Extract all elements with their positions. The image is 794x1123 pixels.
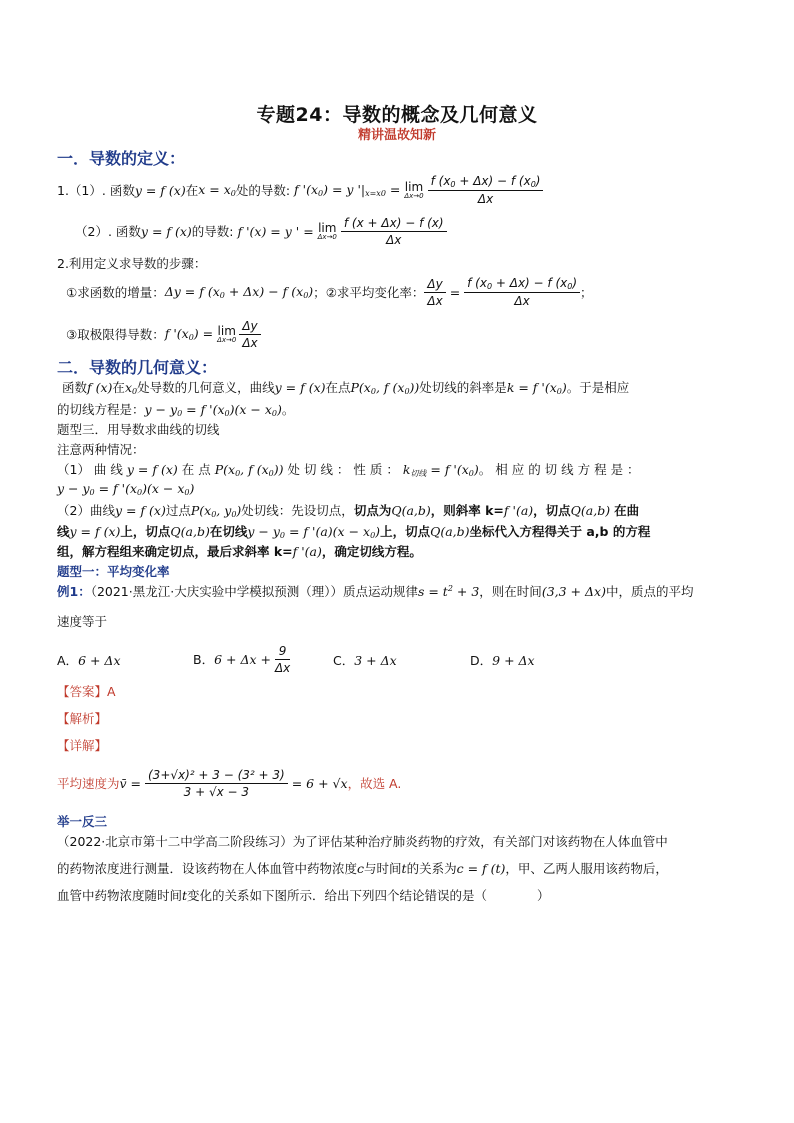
text: 在曲 [614,503,640,518]
section1-heading: 一．导数的定义： [57,149,186,168]
text: 处 切 线 ： 性 质 ： [287,462,399,477]
two-cases: 注意两种情况： [57,442,145,457]
text: ，切点 [533,503,571,518]
text: 处导数的几何意义，曲线 [137,380,275,395]
case1-line2: $y - y_0 = f$ '$(x_0)(x - x_0)$ [57,481,195,497]
geometric-meaning-line2: 的切线方程是：$y - y_0 = f$ '$(x_0)(x - x_0)$。 [57,402,295,418]
steps-line: ①求函数的增量： Δy = f $(x_0 + \Delta x) - f$ $(x_0)$ ； ②求平均变化率： $\frac{\Delta y}{\Delta x}$ = $\frac{f (x_0 + \Delta x) - f (x_0)}{\Delta x}$ ； [66,276,593,308]
step3-label: ③取极限得导数： [66,327,165,342]
text: 组，解方程组来确定切点，最后求斜率 k= [57,544,293,559]
text: 处切线的斜率是 [419,380,507,395]
definition-2: （2）. 函数 y = f (x) 的导数: f '(x) = y ' = lim Δx→0 $\frac{f (x + \Delta x) - f (x)}{\Delta x}$ [75,211,447,251]
practice-line2: 的药物浓度进行测量．设该药物在人体血管中药物浓度c与时间t的关系为c = f (t)，甲、乙两人服用该药物后， [57,861,668,876]
definition-1: 1.（1）. 函数 y = f (x) 在 $x = x_0$ 处的导数: f '$(x_0) = y$ '$|_{x=x0}$ = lim Δx→0 $\frac{f (x_0 + \Delta x) - f (x_0)}{\Delta x}$ [57,170,543,210]
practice-line3: 血管中药物浓度随时间t变化的关系如下图所示．给出下列四个结论错误的是（ ） [57,888,550,903]
option-a: A． 6 + Δx [57,652,121,668]
option-label: D． [470,653,493,668]
analysis-label: 【解析】 [57,711,108,726]
text: 函数 [62,380,88,395]
text: 的药物浓度进行测量．设该药物在人体血管中药物浓度 [57,861,358,876]
option-label: C． [333,653,355,668]
text: 。 相 应 的 切 线 方 程 是 ： [478,462,640,477]
def2-mid: 的导数: [191,224,234,239]
text: 线 [57,524,70,539]
case2-line1: （2）曲线y = f (x)过点$P(x_0$, $y_0$)处切线：先设切点，切点为Q(a,b)，则斜率 k=f '(a)，切点Q(a,b) 在曲 [57,503,640,519]
detail-label: 【详解】 [57,738,108,753]
steps-title: 2.利用定义求导数的步骤： [57,256,207,271]
geometric-meaning-line1: 函数f (x)在$x_0$处导数的几何意义，曲线y = f (x)在点$P(x_0$, f $(x_0)$)处切线的斜率是k = f '$(x_0)$。于是相应 [62,380,630,396]
type1-heading: 题型一：平均变化率 [57,564,170,579]
practice-heading: 举一反三 [57,814,108,829]
text: ，甲、乙两人服用该药物后， [505,861,668,876]
page-subtitle: 精讲温故知新 [357,128,436,143]
solution-line: 平均速度为 v̄ = $\frac{\text{(3+√x)² + 3 − (3² + 3)}}{3 + √x - 3}$ = 6 + √x ，故选 A. [57,767,402,799]
def1-prefix: 1.（1）. 函数 [57,183,135,198]
option-d: D． 9 + Δx [470,652,535,668]
example1-line2: 速度等于 [57,614,108,629]
text: 上，切点 [380,524,431,539]
section2-heading: 二．导数的几何意义： [57,358,218,377]
text: 的关系为 [406,861,457,876]
option-label: B． [193,652,215,667]
text: 。于是相应 [566,380,630,395]
answer-line [57,682,116,700]
def1-mid2: 处的导数: [235,183,291,198]
text: （1） 曲 线 [57,462,123,477]
text: 中，质点的平均 [605,584,694,599]
step2-label: ②求平均变化率： [325,285,425,300]
text: （2）曲线 [57,503,115,518]
case1-line1: （1） 曲 线 y = f (x) 在 点 $P(x_0$, f $(x_0)$) 处 切 线 ： 性 质 ： $k_{切线} = f$ '$(x_0)$。 相 应 的 切 线 方 程 是 ： [57,462,640,478]
example1-line1: 例1：（2021·黑龙江·大庆实验中学模拟预测（理））质点运动规律$s = t^2 + 3$，则在时间(3,3 + Δx)中，质点的平均 [57,583,694,599]
text: 在点 [325,380,351,395]
text: 在 点 [181,462,211,477]
answer-value: A [107,684,116,699]
text: ，确定切线方程。 [321,544,422,559]
solution-suffix: ，故选 A. [347,776,402,791]
text: ，则斜率 k= [430,503,504,518]
case2-line2: 线y = f (x)上，切点Q(a,b)在切线$y - y_0 = f$ '$(a)(x - x_0)$上，切点Q(a,b)坐标代入方程得关于 a,b 的方程 [57,524,651,540]
text: 坐标代入方程得关于 a,b 的方程 [469,524,651,539]
def1-mid: 在 [185,183,199,198]
option-c: C． 3 + Δx [333,652,397,668]
type3-heading: 题型三．用导数求曲线的切线 [57,422,220,437]
text: 的切线方程是： [57,402,145,417]
case2-line3: 组，解方程组来确定切点，最后求斜率 k=f '(a)，确定切线方程。 [57,544,422,559]
text: 切点为 [353,503,392,518]
practice-line1: （2022·北京市第十二中学高二阶段练习）为了评估某种治疗肺炎药物的疗效，有关部门对该药物在人体血管中 [57,834,668,849]
def2-prefix: （2）. 函数 [75,224,141,239]
step1-label: ①求函数的增量： [66,285,165,300]
option-b: B． 6 + Δx + $\frac{9}{\Delta x}$ [193,643,291,675]
text: 在 [112,380,125,395]
text: （2021·黑龙江·大庆实验中学模拟预测（理））质点运动规律 [90,584,418,599]
example-label: 例1： [57,584,91,599]
answer-label: 【答案】 [57,684,108,699]
step3-line: ③取极限得导数： f '$(x_0)$ = lim Δx→0 $\frac{\Delta y}{\Delta x}$ [66,315,261,353]
solution-prefix: 平均速度为 [57,776,120,791]
text: ，则在时间 [479,584,542,599]
text: 与时间 [364,861,402,876]
text: 变化的关系如下图所示．给出下列四个结论错误的是（ ） [187,888,550,903]
text: 处切线：先设切点， [241,503,354,518]
text: 上，切点 [120,524,171,539]
option-label: A． [57,653,79,668]
text: 血管中药物浓度随时间 [57,888,183,903]
text: 在切线 [209,524,248,539]
text: 过点 [165,503,191,518]
page-title: 专题24：导数的概念及几何意义 [256,104,538,126]
